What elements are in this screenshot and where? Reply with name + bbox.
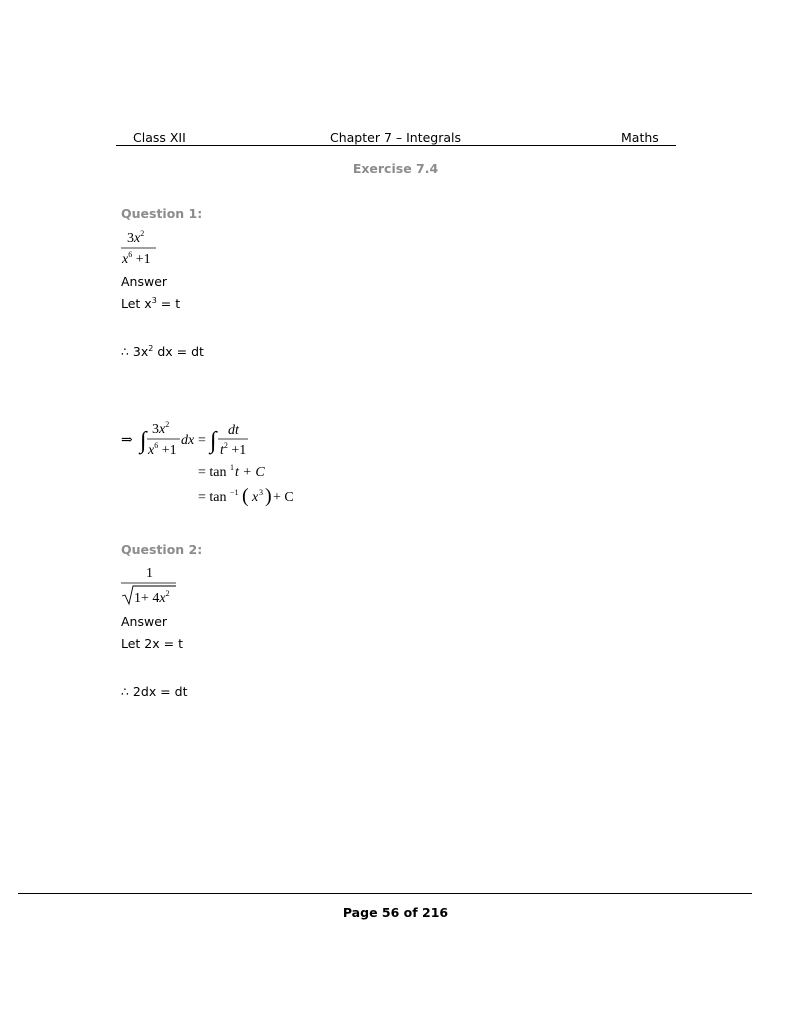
header-rule xyxy=(116,145,676,146)
svg-text:dx: dx xyxy=(181,433,195,448)
question-2-answer-label: Answer xyxy=(121,614,168,629)
svg-text:1: 1 xyxy=(146,566,153,581)
question-2-substitution: Let 2x = t xyxy=(121,636,183,651)
page-number: Page 56 of 216 xyxy=(342,905,449,920)
question-1-integral-steps xyxy=(118,420,308,512)
question-1-expression xyxy=(118,226,163,268)
svg-text:t2 +1: $t^2 +1$ xyxy=(220,441,247,458)
exercise-title: Exercise 7.4 xyxy=(352,161,439,176)
header-chapter: Chapter 7 – Integrals xyxy=(330,130,462,145)
header-subject: Maths xyxy=(621,130,659,145)
svg-text:(: ( xyxy=(242,485,249,507)
svg-text:x: x xyxy=(252,490,259,505)
svg-text:−1: −1 xyxy=(230,488,239,497)
svg-text:∫: ∫ xyxy=(140,428,147,454)
question-1-differential: ∴ $3x^2$ dx = dt xyxy=(121,344,204,360)
svg-text:=: = xyxy=(198,433,206,448)
svg-text:+ C: + C xyxy=(273,490,294,505)
svg-text:dt: dt xyxy=(228,423,239,438)
header-class: Class XII xyxy=(133,130,186,145)
svg-text:⇒: ⇒ xyxy=(121,433,133,448)
svg-text:1+ 4x2: $1+ 4x^2$ xyxy=(134,589,170,606)
question-1-label: Question 1: xyxy=(121,206,203,221)
svg-text:x6 +1: $x^6 +1$ xyxy=(148,441,177,458)
svg-text:1: 1 xyxy=(230,463,234,472)
svg-text:3: 3 xyxy=(259,488,263,497)
svg-text:): ) xyxy=(265,485,272,507)
svg-text:t + C: t + C xyxy=(235,465,265,480)
question-2-label: Question 2: xyxy=(121,542,203,557)
question-2-differential: ∴ 2dx = dt xyxy=(121,684,188,699)
svg-text:∫: ∫ xyxy=(210,428,217,454)
question-1-answer-label: Answer xyxy=(121,274,168,289)
svg-text:= tan: = tan xyxy=(198,465,227,480)
svg-text:x6 +1: $x^6 +1$ xyxy=(122,250,151,267)
footer-rule xyxy=(18,893,752,894)
svg-text:= tan: = tan xyxy=(198,490,227,505)
question-2-expression xyxy=(118,562,180,608)
question-1-substitution: Let $x^3 = t$ xyxy=(121,296,181,312)
svg-text:3x2: $3x^2$ xyxy=(152,420,170,437)
svg-text:3x2: $3x^2$ xyxy=(127,229,145,246)
